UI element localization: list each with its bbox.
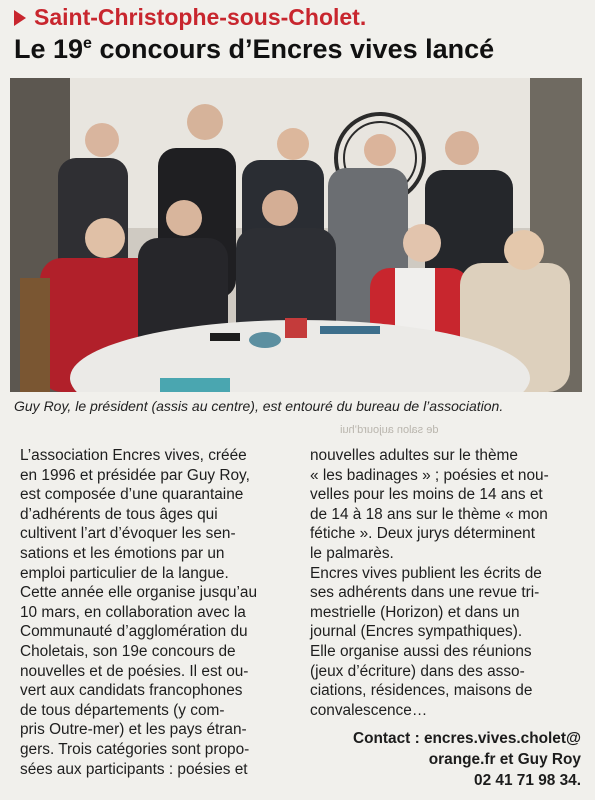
- headline-post: concours d’Encres vives lancé: [91, 34, 495, 64]
- show-through-text: de salon aujourd’hui: [340, 424, 439, 436]
- text-line: nouvelles adultes sur le thème: [310, 447, 518, 464]
- text-line: vert aux candidats francophones: [20, 682, 243, 700]
- text-line: sations et les émotions par un: [20, 544, 225, 562]
- text-line: gers. Trois catégories sont propo-: [20, 740, 250, 758]
- text-line: journal (Encres sympathiques).: [310, 623, 523, 641]
- article-column-left: [20, 446, 292, 779]
- text-line: L’association Encres vives, créée: [20, 447, 247, 464]
- triangle-arrow-icon: [14, 10, 26, 26]
- headline-sup: e: [83, 35, 92, 52]
- text-line: emploi particulier de la langue.: [20, 564, 229, 582]
- text-line: ciations, résidences, maisons de: [310, 682, 533, 700]
- text-line: le palmarès.: [310, 544, 394, 562]
- text-line: Choletais, son 19e concours de: [20, 642, 236, 660]
- text-line: Communauté d’agglomération du: [20, 623, 248, 641]
- group-photo-illustration: [10, 78, 582, 392]
- text-line: fétiche ». Deux jurys déterminent: [310, 525, 535, 543]
- text-line: d’adhérents de tous âges qui: [20, 505, 218, 523]
- right-paragraph: [310, 446, 585, 720]
- text-line: en 1996 et présidée par Guy Roy,: [20, 466, 250, 484]
- headline-pre: Le 19: [14, 34, 84, 64]
- article-headline: [14, 34, 494, 65]
- photo-caption: Guy Roy, le président (assis au centre), est entouré du bureau de l’association.: [14, 398, 504, 414]
- contact-line: Contact : encres.vives.cholet@: [353, 730, 581, 747]
- text-line: velles pour les moins de 14 ans et: [310, 486, 543, 504]
- text-line: mestrielle (Horizon) et dans un: [310, 603, 520, 621]
- text-line: de tous départements (y com-: [20, 701, 225, 719]
- section-kicker: [14, 4, 366, 31]
- text-line: nouvelles et de poésies. Il est ou-: [20, 662, 249, 680]
- kicker-text: Saint-Christophe-sous-Cholet.: [34, 4, 367, 30]
- text-line: de 14 à 18 ans sur le thème « mon: [310, 505, 548, 523]
- contact-line: orange.fr et Guy Roy: [428, 751, 581, 768]
- text-line: « les badinages » ; poésies et nou-: [310, 466, 549, 484]
- contact-phone: 02 41 71 98 34.: [474, 772, 581, 789]
- text-line: sées aux participants : poésies et: [20, 760, 248, 778]
- text-line: (jeux d’écriture) dans des asso-: [310, 662, 525, 680]
- text-line: 10 mars, en collaboration avec la: [20, 603, 246, 621]
- text-line: convalescence…: [310, 701, 428, 719]
- group-photo: [10, 78, 582, 392]
- article-column-right: [310, 446, 585, 720]
- left-paragraph: [20, 446, 292, 779]
- text-line: Elle organise aussi des réunions: [310, 642, 532, 660]
- text-line: Cette année elle organise jusqu’au: [20, 584, 258, 602]
- text-line: pris Outre-mer) et les pays étran-: [20, 721, 247, 739]
- contact-block: [311, 728, 581, 791]
- text-line: ses adhérents dans une revue tri-: [310, 584, 540, 602]
- text-line: est composée d’une quarantaine: [20, 486, 244, 504]
- text-line: Encres vives publient les écrits de: [310, 564, 542, 582]
- text-line: cultivent l’art d’évoquer les sen-: [20, 525, 236, 543]
